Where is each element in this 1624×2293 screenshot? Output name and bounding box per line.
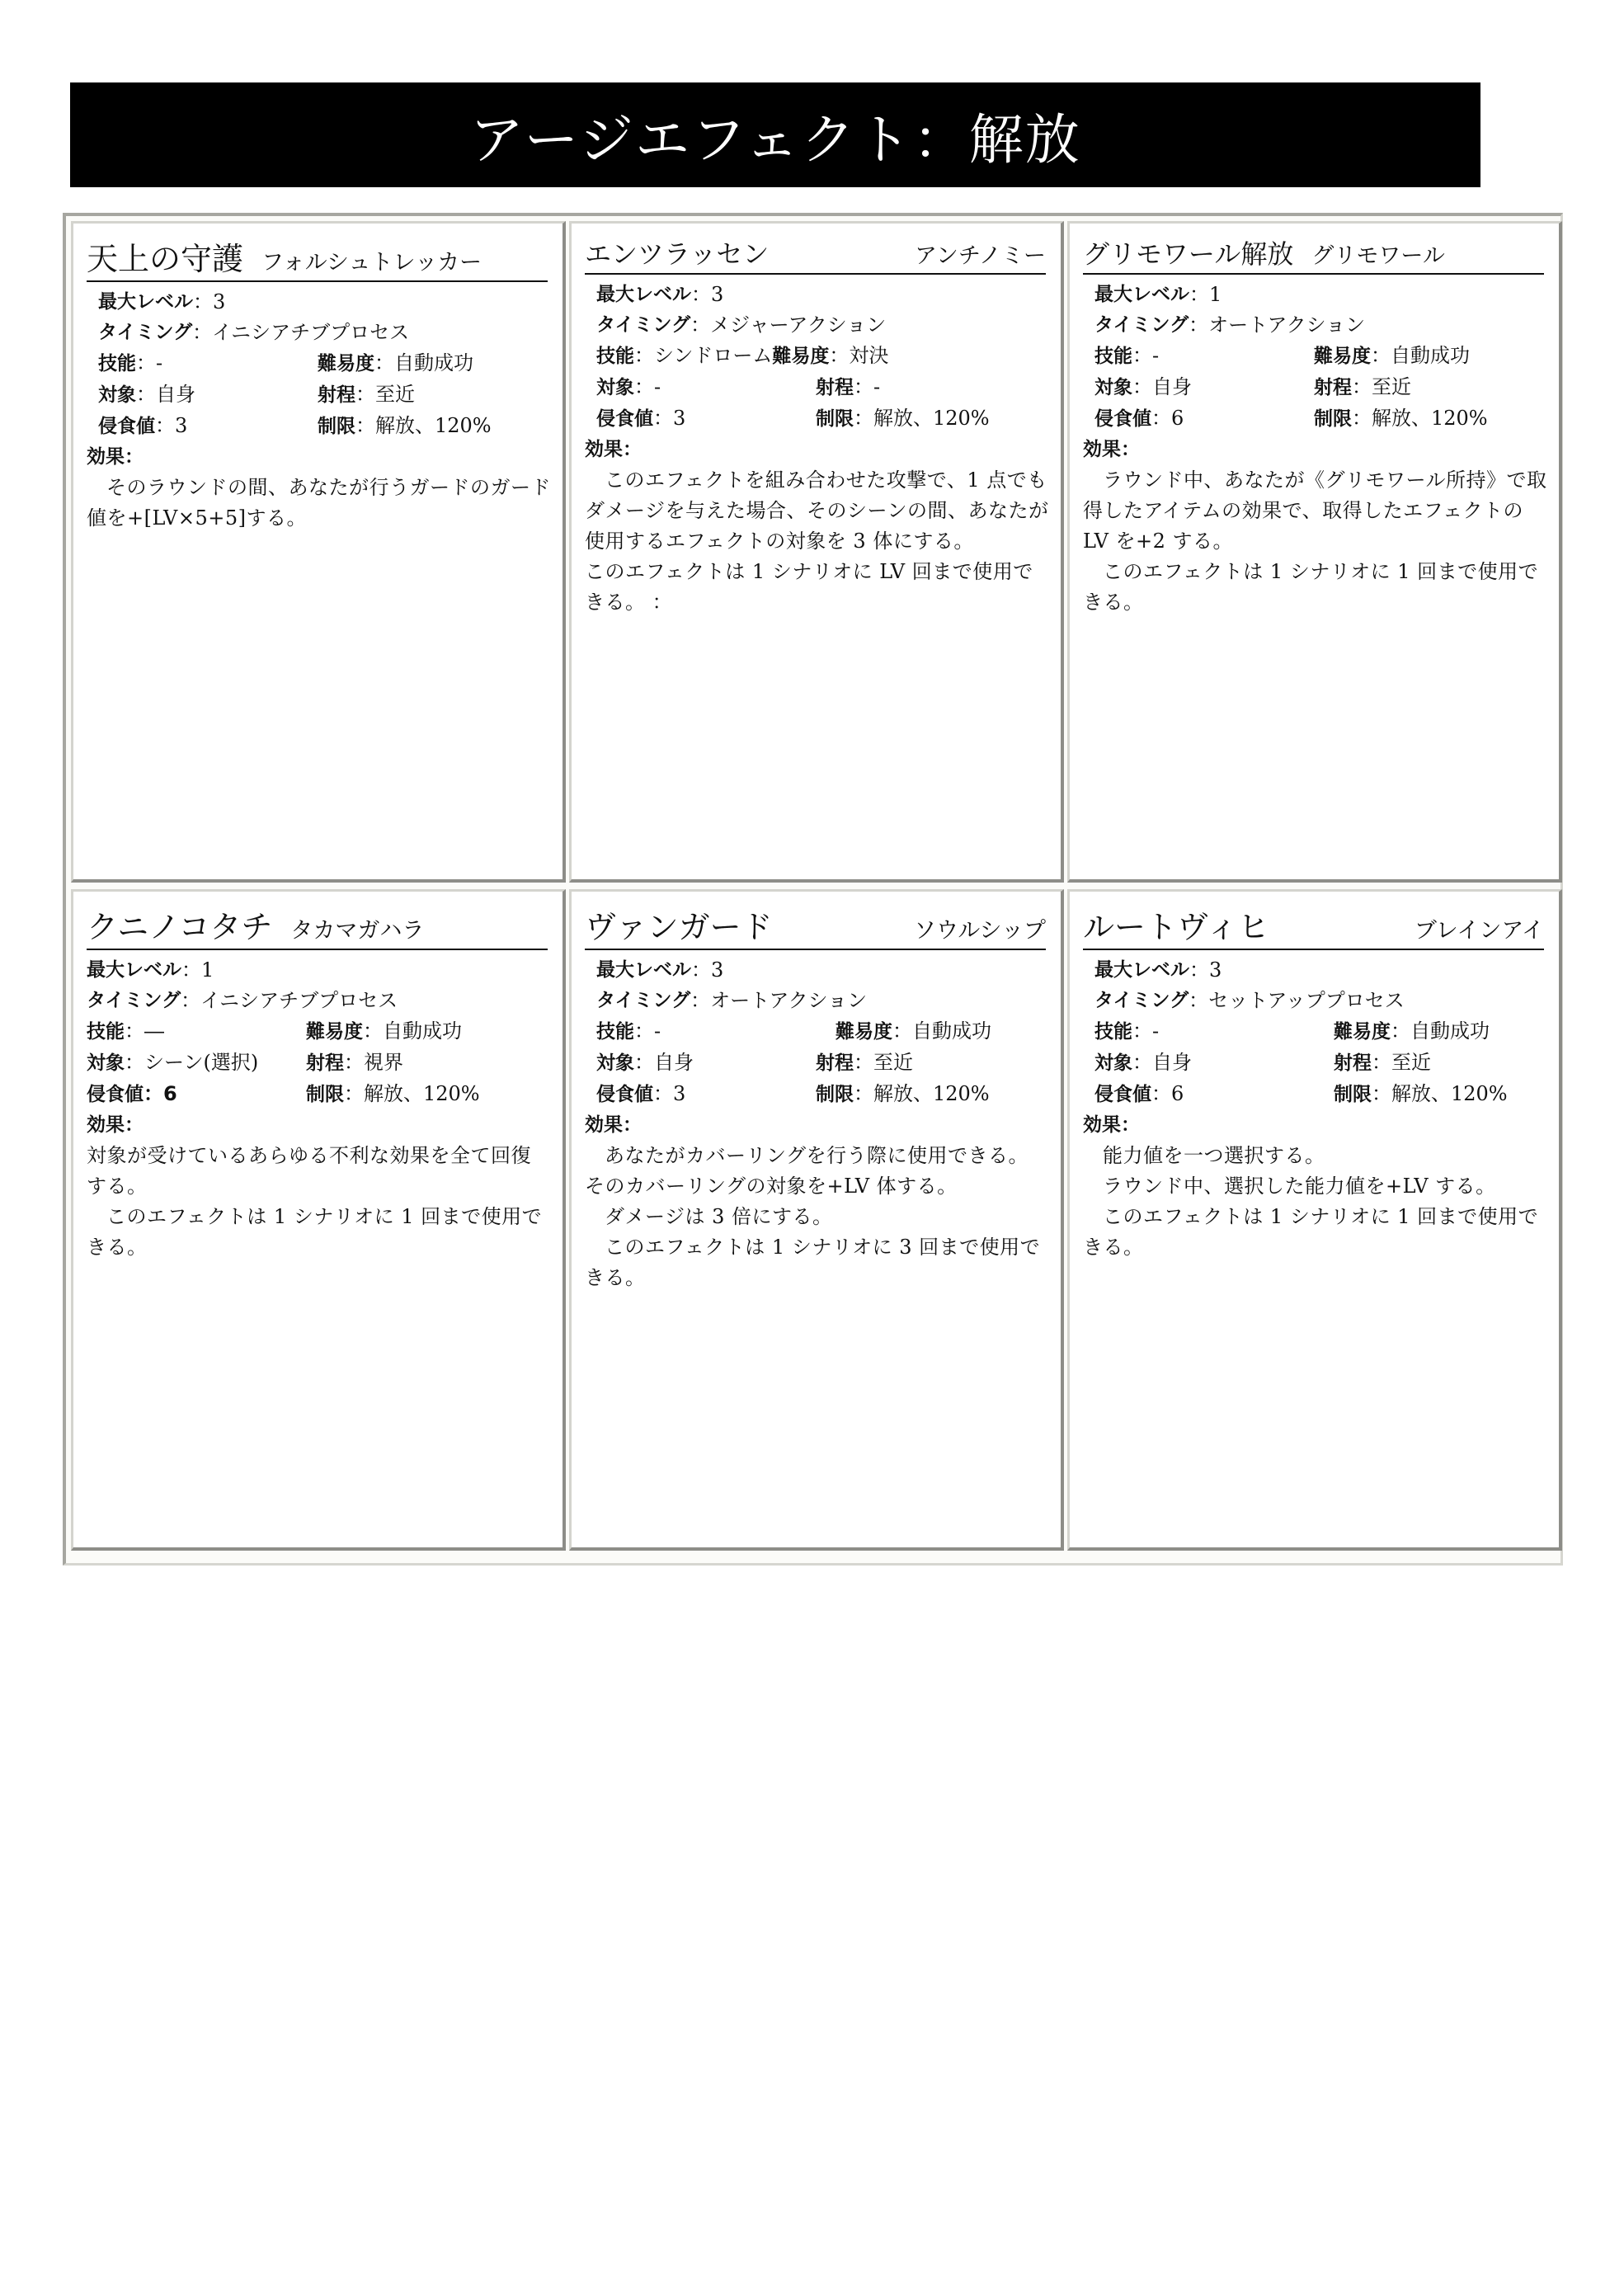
effect-text: [87, 1141, 551, 1263]
skill-label: 技能: [87, 1021, 125, 1043]
limit-value: ：解放、120%: [1352, 407, 1488, 430]
difficulty-value: ：自動成功: [1391, 1019, 1490, 1043]
skill-value: ：-: [1132, 344, 1160, 367]
effect-line: ラウンド中、あなたが《グリモワール所持》で取得したアイテムの効果で、取得したエフェクトの LV を+2 する。: [1083, 468, 1547, 553]
card-stats: [585, 955, 1049, 1110]
max-level-label: 最大レベル: [596, 959, 691, 981]
card-stats: [1083, 280, 1547, 435]
skill-value: ：-: [1132, 1019, 1160, 1043]
effect-card-kuninokotachi: [71, 889, 566, 1551]
effect-line: そのラウンドの間、あなたが行うガードのガード値を+[LV×5+5]する。: [87, 476, 551, 530]
limit-label: 制限: [816, 408, 854, 430]
erosion-label: 侵食値: [1094, 408, 1151, 430]
card-syndrome: グリモワール: [1311, 243, 1445, 269]
limit-value: ：解放、120%: [344, 1082, 480, 1105]
erosion-label: 侵食値: [596, 408, 653, 430]
target-label: 対象: [596, 1052, 634, 1074]
limit-value: ：解放、120%: [355, 414, 492, 437]
limit-value: ：解放、120%: [1372, 1082, 1508, 1105]
skill-label: 技能: [596, 1021, 634, 1043]
limit-value: ：解放、120%: [854, 407, 990, 430]
effect-label: 効果：: [585, 439, 642, 460]
skill-label: 技能: [1094, 1021, 1132, 1043]
effect-text: [1083, 1141, 1547, 1263]
erosion-value: ：3: [653, 1082, 686, 1105]
target-label: 対象: [87, 1052, 125, 1074]
effect-line: このエフェクトを組み合わせた攻撃で、1 点でもダメージを与えた場合、そのシーンの間、あなたが使用するエフェクトの対象を 3 体にする。: [585, 468, 1049, 553]
effect-card-ludwig: [1067, 889, 1562, 1551]
effect-card-entsurassen: [569, 221, 1064, 883]
target-value: ：-: [634, 375, 661, 398]
effect-label: 効果：: [1083, 439, 1140, 460]
difficulty-label: 難易度: [1314, 346, 1371, 367]
max-level-value: ：3: [691, 958, 724, 982]
card-stats: [87, 287, 551, 442]
skill-value: ：-: [634, 1019, 661, 1043]
limit-label: 制限: [816, 1084, 854, 1105]
timing-label: タイミング: [596, 314, 691, 336]
effect-line: このエフェクトは 1 シナリオに 1 回まで使用できる。: [1083, 560, 1539, 614]
erosion-value: ：6: [144, 1082, 177, 1105]
erosion-value: ：3: [155, 414, 188, 437]
target-value: ：自身: [1132, 1051, 1192, 1074]
range-label: 射程: [318, 384, 355, 406]
difficulty-label: 難易度: [772, 346, 830, 367]
card-syndrome: アンチノミー: [914, 243, 1046, 269]
difficulty-value: ：自動成功: [1371, 344, 1470, 367]
limit-label: 制限: [1334, 1084, 1372, 1105]
max-level-value: ：3: [193, 290, 226, 313]
limit-label: 制限: [306, 1084, 344, 1105]
effect-text: [1083, 465, 1547, 618]
effect-card-vanguard: [569, 889, 1064, 1551]
range-value: ：至近: [854, 1051, 913, 1074]
max-level-label: 最大レベル: [1094, 284, 1189, 305]
limit-label: 制限: [1314, 408, 1352, 430]
card-syndrome: ソウルシップ: [914, 918, 1046, 944]
range-value: ：至近: [1372, 1051, 1431, 1074]
card-header: [87, 233, 548, 282]
difficulty-value: ：対決: [829, 344, 889, 367]
erosion-label: 侵食値: [87, 1084, 144, 1105]
card-name: エンツラッセン: [585, 238, 770, 270]
erosion-value: ：3: [653, 407, 686, 430]
title-banner: [70, 82, 1480, 187]
target-label: 対象: [596, 377, 634, 398]
target-label: 対象: [98, 384, 136, 406]
timing-label: タイミング: [98, 322, 193, 343]
effect-label: 効果：: [1083, 1114, 1140, 1136]
effect-line: このエフェクトは 1 シナリオに LV 回まで使用できる。 ：: [585, 560, 1033, 614]
timing-value: ：オートアクション: [690, 989, 868, 1012]
effect-card-tenjou: [71, 221, 566, 883]
max-level-value: ：3: [691, 283, 724, 306]
effect-line: ダメージは 3 倍にする。: [605, 1205, 833, 1228]
erosion-label: 侵食値: [1094, 1084, 1151, 1105]
difficulty-label: 難易度: [318, 353, 374, 374]
timing-value: ：オートアクション: [1189, 313, 1366, 337]
effect-line: このエフェクトは 1 シナリオに 3 回まで使用できる。: [585, 1236, 1041, 1289]
effect-line: このエフェクトは 1 シナリオに 1 回まで使用できる。: [87, 1205, 543, 1259]
effect-text: [87, 473, 551, 534]
skill-label: 技能: [596, 346, 634, 367]
effect-card-grimoire: [1067, 221, 1562, 883]
target-value: ：自身: [136, 383, 195, 406]
range-value: ：-: [854, 375, 881, 398]
max-level-label: 最大レベル: [1094, 959, 1189, 981]
effect-line: 対象が受けているあらゆる不利な効果を全て回復する。: [87, 1144, 531, 1198]
page-title: アージエフェクト：解放: [469, 108, 1081, 172]
range-label: 射程: [306, 1052, 344, 1074]
skill-value: ：―: [125, 1019, 164, 1043]
erosion-label: 侵食値: [98, 416, 155, 437]
card-name: ヴァンガード: [585, 909, 773, 945]
effect-card-grid: [63, 213, 1563, 1566]
target-value: ：自身: [634, 1051, 694, 1074]
max-level-value: ：1: [181, 958, 214, 982]
range-label: 射程: [816, 377, 854, 398]
max-level-value: ：3: [1189, 958, 1222, 982]
erosion-value: ：6: [1151, 407, 1184, 430]
effect-line: 能力値を一つ選択する。: [1103, 1144, 1325, 1167]
timing-value: ：メジャーアクション: [690, 313, 887, 337]
card-name: ルートヴィヒ: [1083, 909, 1269, 945]
card-stats: [585, 280, 1049, 435]
card-syndrome: タカマガハラ: [290, 918, 425, 944]
effect-label: 効果：: [87, 446, 144, 468]
timing-label: タイミング: [1094, 314, 1189, 336]
card-header: [1083, 233, 1544, 275]
target-label: 対象: [1094, 377, 1132, 398]
range-label: 射程: [816, 1052, 854, 1074]
erosion-value: ：6: [1151, 1082, 1184, 1105]
difficulty-label: 難易度: [306, 1021, 363, 1043]
max-level-label: 最大レベル: [98, 291, 193, 313]
card-name: クニノコタチ: [87, 909, 273, 945]
effect-line: このエフェクトは 1 シナリオに 1 回まで使用できる。: [1083, 1205, 1539, 1259]
effect-line: あなたがカバーリングを行う際に使用できる。 そのカバーリングの対象を+LV 体する。: [585, 1144, 1029, 1198]
range-label: 射程: [1314, 377, 1352, 398]
card-header: [87, 902, 548, 950]
range-value: ：至近: [355, 383, 415, 406]
target-value: ：自身: [1132, 375, 1192, 398]
card-name: 天上の守護: [87, 241, 244, 277]
skill-label: 技能: [98, 353, 136, 374]
card-stats: [87, 955, 551, 1110]
card-header: [1083, 902, 1544, 950]
difficulty-value: ：自動成功: [363, 1019, 462, 1043]
skill-value: ：-: [136, 351, 163, 374]
difficulty-value: ：自動成功: [892, 1019, 991, 1043]
target-value: ：シーン(選択): [125, 1051, 259, 1074]
card-syndrome: ブレインアイ: [1414, 918, 1544, 944]
timing-value: ：イニシアチブプロセス: [192, 321, 410, 344]
card-header: [585, 233, 1046, 275]
timing-label: タイミング: [1094, 990, 1189, 1011]
timing-label: タイミング: [596, 990, 691, 1011]
skill-label: 技能: [1094, 346, 1132, 367]
max-level-label: 最大レベル: [87, 959, 181, 981]
timing-label: タイミング: [87, 990, 181, 1011]
timing-value: ：イニシアチブプロセス: [181, 989, 398, 1012]
difficulty-label: 難易度: [836, 1021, 892, 1043]
max-level-label: 最大レベル: [596, 284, 691, 305]
limit-label: 制限: [318, 416, 355, 437]
limit-value: ：解放、120%: [854, 1082, 990, 1105]
range-value: ：視界: [344, 1051, 403, 1074]
range-value: ：至近: [1352, 375, 1411, 398]
effect-text: [585, 1141, 1049, 1293]
effect-label: 効果：: [585, 1114, 642, 1136]
max-level-value: ：1: [1189, 283, 1222, 306]
card-header: [585, 902, 1046, 950]
effect-line: ラウンド中、選択した能力値を+LV する。: [1103, 1175, 1496, 1198]
difficulty-value: ：自動成功: [374, 351, 473, 374]
effect-text: [585, 465, 1049, 618]
erosion-label: 侵食値: [596, 1084, 653, 1105]
range-label: 射程: [1334, 1052, 1372, 1074]
skill-value: ：シンドローム: [634, 344, 773, 367]
card-name: グリモワール解放: [1083, 238, 1294, 270]
effect-label: 効果：: [87, 1114, 144, 1136]
timing-value: ：セットアッププロセス: [1189, 989, 1405, 1012]
target-label: 対象: [1094, 1052, 1132, 1074]
card-stats: [1083, 955, 1547, 1110]
card-syndrome: フォルシュトレッカー: [261, 250, 482, 275]
difficulty-label: 難易度: [1334, 1021, 1391, 1043]
